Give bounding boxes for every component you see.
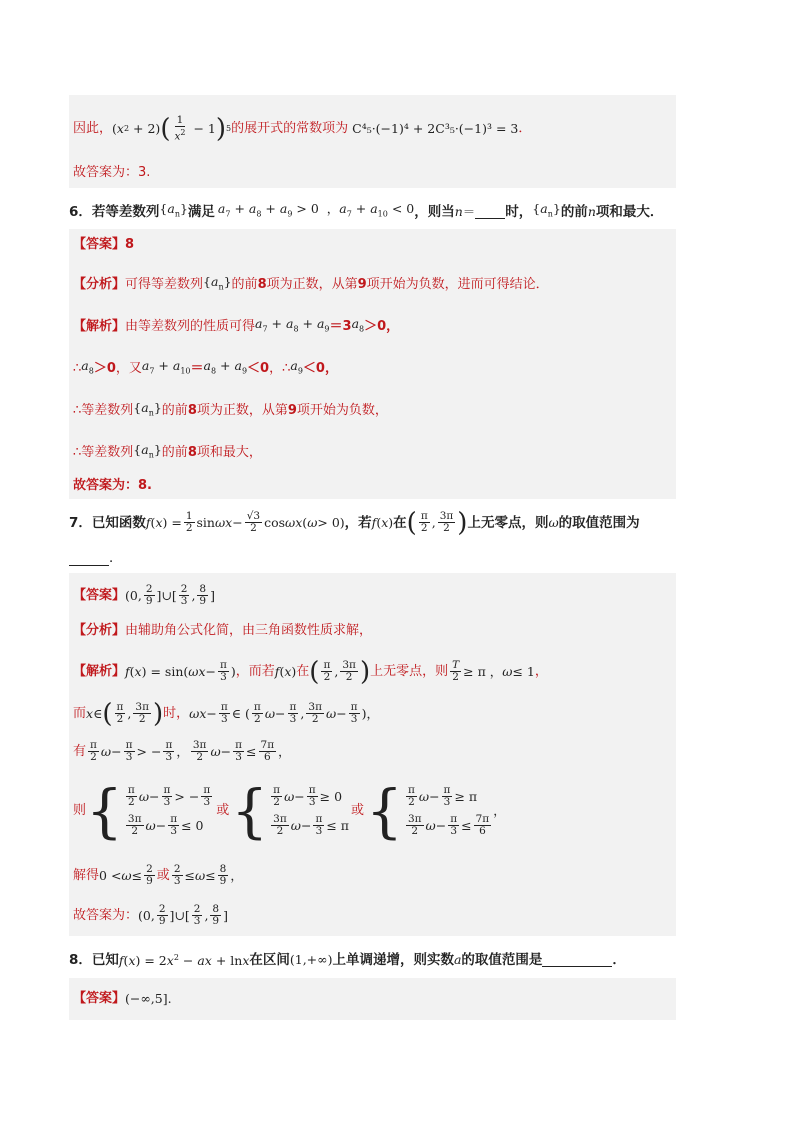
q7-number: 7． [69, 514, 92, 531]
q6-line4-c: 8 [187, 402, 197, 418]
q7-text-b: ，若 [344, 514, 372, 531]
q6-blank [475, 204, 505, 219]
p1-answer-text: 故答案为：3. [73, 165, 151, 180]
q6-analysis-d: 项为正数，从第 [266, 276, 358, 292]
q7-question-line2 [69, 548, 123, 568]
q7-line2-a: 而 [73, 705, 87, 721]
q6-text-d: 时， [505, 203, 533, 220]
q6-step-3: ∴ $a_8$ ＞0 ，又 $a_7 + a_{10}$ ＝ $a_8 + a_9$ ＜0 ，∴ $a_9$ ＜0， [73, 356, 338, 382]
q6-analysis-f: 项开始为负数，进而可得结论． [366, 276, 549, 292]
q7-blank [69, 551, 109, 566]
q7-step-2: 而 x ∈ ( $\frac{\pi}{2}$ , $\frac{3\pi}{2}$ ) 时， ωx − $\frac{\pi}{3}$ ∈ ( $\frac{\pi}{2}$ ω − $\frac{\pi}{3}$ , $\frac{3\pi}{2}$ ω − $\frac{\pi}{3}$ )， [73, 698, 379, 729]
q6-line4-d: 项为正数，从第 [196, 402, 288, 418]
q6-text-c: ，则当 [414, 203, 455, 220]
q8-answer-value: (−∞,5]. [125, 991, 172, 1006]
q6-line4-f: 项开始为负数， [296, 402, 388, 418]
q7-sol-b: 在 [296, 663, 310, 679]
q6-answer-tag: 【答案】 [73, 237, 126, 252]
q6-number: 6． [69, 203, 92, 220]
q7-sol-a: ，而若 [235, 663, 275, 679]
q7-text-c: 在 [393, 514, 407, 531]
q6-solution: 【解析】 由等差数列的性质可得 $a_7 + a_8 + a_9$ ＝3 $a_8$ ＞0， [73, 314, 399, 340]
q7-system-2: { $\frac{\pi}{2}$ ω − $\frac{\pi}{3}$ ≥ 0 $\frac{3\pi}{2}$ ω − $\frac{\pi}{3}$ ≤ π [231, 777, 350, 845]
q6-final-text: 故答案为：8. [73, 478, 152, 493]
q7-solution: 【解析】 f ( x ) = sin( ωx − $\frac{\pi}{3}$ ) ，而若 f(x) 在 ( $\frac{\pi}{2}$ , $\frac{3\pi}{2}$ ) 上无零点，则 $\frac{T}{2}$ ≥ π ， ω ≤ 1 ， [73, 656, 548, 687]
q6-text-a: 若等差数列 [91, 203, 160, 220]
q7-analysis [73, 621, 372, 641]
q7-solution-tag: 【解析】 [73, 663, 126, 679]
q8-text-c: 上单调递增，则实数 [332, 951, 454, 968]
q8-blank [542, 952, 612, 967]
q7-text-d: 上无零点，则 [467, 514, 549, 531]
q8-number: 8． [69, 951, 92, 968]
q7-then: 则 [73, 803, 87, 818]
q7-or-1: 或 [216, 803, 230, 818]
q7-final: 故答案为： (0, $\frac{2}{9}$ ]∪[ $\frac{2}{3}$ , $\frac{8}{9}$ ] [73, 903, 228, 927]
q6-text-f: 项和最大． [595, 203, 664, 220]
p1-line: 因此， ( x 2 + 2) ( $\frac{1}{x^2}$ − 1 ) 5 的展开式的常数项为 C⁴₅·(−1)⁴ + 2C³₅·(−1)³ = 3 ． [73, 113, 532, 144]
q6-analysis-e: 9 [357, 276, 367, 292]
q7-solve-or: 或 [156, 867, 170, 883]
q6-step-5: ∴等差数列 $\{a_n\}$ 的前 8 项和最大， [73, 440, 262, 466]
q6-text-e: 的前 [560, 203, 588, 220]
q6-solution-tag: 【解析】 [73, 318, 126, 334]
p1-result: C⁴₅·(−1)⁴ + 2C³₅·(−1)³ = 3 [352, 120, 519, 136]
q6-analysis-c: 8 [257, 276, 267, 292]
q7-text-end: ． [109, 550, 123, 566]
q8-question: 8． 已知 $f(x) = 2x^2$ − ax + lnx 在区间 (1,+∞) 上单调递增，则实数 a 的取值范围是 ． [69, 951, 626, 969]
q7-answer: 【答案】 (0, $\frac{2}{9}$ ]∪[ $\frac{2}{3}$ , $\frac{8}{9}$ ] [73, 583, 215, 607]
q6-line5-a: ∴等差数列 [73, 444, 134, 460]
q7-sol-d: ， [534, 663, 548, 679]
q7-line2-b: 时， [163, 705, 190, 721]
q8-text-b: 在区间 [249, 951, 290, 968]
q7-system-1: { $\frac{\pi}{2}$ ω − $\frac{\pi}{3}$ > − $\frac{\pi}{3}$ $\frac{3\pi}{2}$ ω − $\frac{\pi}{3}$ ≤ 0 [86, 777, 211, 845]
q7-solve: 解得 0 < ω ≤ $\frac{2}{9}$ 或 $\frac{2}{3}$ ≤ ω ≤ $\frac{8}{9}$ ， [73, 863, 243, 887]
q6-question: 6． 若等差数列 $\{a_n\}$ 满足 $a_7 + a_8 + a_9 > 0$ ，$a_7 + a_{10} < 0$ ，则当 n＝ 时， $\{a_n\}$ 的前 n 项和最大． [69, 201, 664, 220]
q6-line5-c: 8 [187, 444, 197, 460]
p1-desc: 的展开式的常数项为 [231, 120, 349, 136]
q6-analysis-a: 可得等差数列 [125, 276, 204, 292]
q7-step-3: 有 $\frac{\pi}{2}$ ω − $\frac{\pi}{3}$ > − $\frac{\pi}{3}$ ， $\frac{3\pi}{2}$ ω − $\frac{\pi}{3}$ ≤ $\frac{7\pi}{6}$ ， [73, 739, 291, 763]
q6-line4-b: 的前 [161, 402, 188, 418]
q7-text-a: 已知函数 [91, 514, 146, 531]
q6-line3-a: ∴ [73, 360, 82, 376]
p1-expression: ( x 2 + 2) ( $\frac{1}{x^2}$ − 1 ) 5 [112, 113, 232, 144]
q7-analysis-text: 由辅助角公式化简，由三角函数性质求解， [125, 623, 373, 638]
q6-line3-c: ，∴ [269, 360, 291, 376]
q6-step-4: ∴等差数列 $\{a_n\}$ 的前 8 项为正数，从第 9 项开始为负数， [73, 398, 388, 424]
q8-text-a: 已知 [91, 951, 119, 968]
q7-sol-c: 上无零点，则 [370, 663, 449, 679]
q7-final-text: 故答案为： [73, 907, 139, 923]
q6-final [73, 476, 152, 496]
q7-solve-text: 解得 [73, 867, 100, 883]
q6-solution-a: 由等差数列的性质可得 [125, 318, 256, 334]
q6-analysis-tag: 【分析】 [73, 276, 126, 292]
q7-systems: 则 { $\frac{\pi}{2}$ ω − $\frac{\pi}{3}$ > − $\frac{\pi}{3}$ $\frac{3\pi}{2}$ ω − $\frac{\pi}{3}$ ≤ 0 或 { $\frac{\pi}{2}$ ω − $\frac{\pi}{3}$ ≥ 0 $\frac{3\pi}{2}$ ω − $\frac{\pi}{3}$ ≤ π 或 { $\frac{\pi}{2}$ ω − $\frac{\pi}{3}$ ≥ π $\frac{3\pi}{2}$ ω − $\frac{\pi}{3}$ ≤ $\frac{7\pi}{6}$ ， [73, 777, 506, 845]
q6-line4-a: ∴等差数列 [73, 402, 134, 418]
q7-answer-tag: 【答案】 [73, 587, 126, 603]
q6-answer-value: 8 [125, 237, 135, 252]
q6-answer [73, 235, 134, 255]
q6-line3-b: ，又 [115, 360, 142, 376]
q7-question: 7． 已知函数 f ( x ) = $\frac{1}{2}$ sin ωx − $\frac{√3}{2}$ cos ωx ( ω > 0) ，若 f(x) 在 ( $\frac{\pi}{2}$ , $\frac{3\pi}{2}$ ) 上无零点，则 ω 的取值范围为 [69, 507, 640, 538]
q7-text-e: 的取值范围为 [558, 514, 640, 531]
q6-analysis: 【分析】 可得等差数列 $\{a_n\}$ 的前 8 项为正数，从第 9 项开始为负数，进而可得结论． [73, 272, 549, 298]
q6-text-b: 满足 [187, 203, 215, 220]
q8-answer [73, 989, 172, 1009]
q6-line5-b: 的前 [161, 444, 188, 460]
q6-line4-e: 9 [287, 402, 297, 418]
p1-answer [73, 163, 150, 183]
q7-or-2: 或 [351, 803, 365, 818]
q7-line3-a: 有 [73, 743, 87, 759]
q6-line5-d: 项和最大， [196, 444, 262, 460]
q8-text-d: 的取值范围是 [461, 951, 543, 968]
q7-system-3: { $\frac{\pi}{2}$ ω − $\frac{\pi}{3}$ ≥ π $\frac{3\pi}{2}$ ω − $\frac{\pi}{3}$ ≤ $\frac{7\pi}{6}$ [366, 777, 490, 845]
p1-therefore: 因此， [73, 120, 113, 136]
q7-analysis-tag: 【分析】 [73, 623, 126, 638]
q8-answer-tag: 【答案】 [73, 991, 126, 1006]
q6-analysis-b: 的前 [231, 276, 258, 292]
